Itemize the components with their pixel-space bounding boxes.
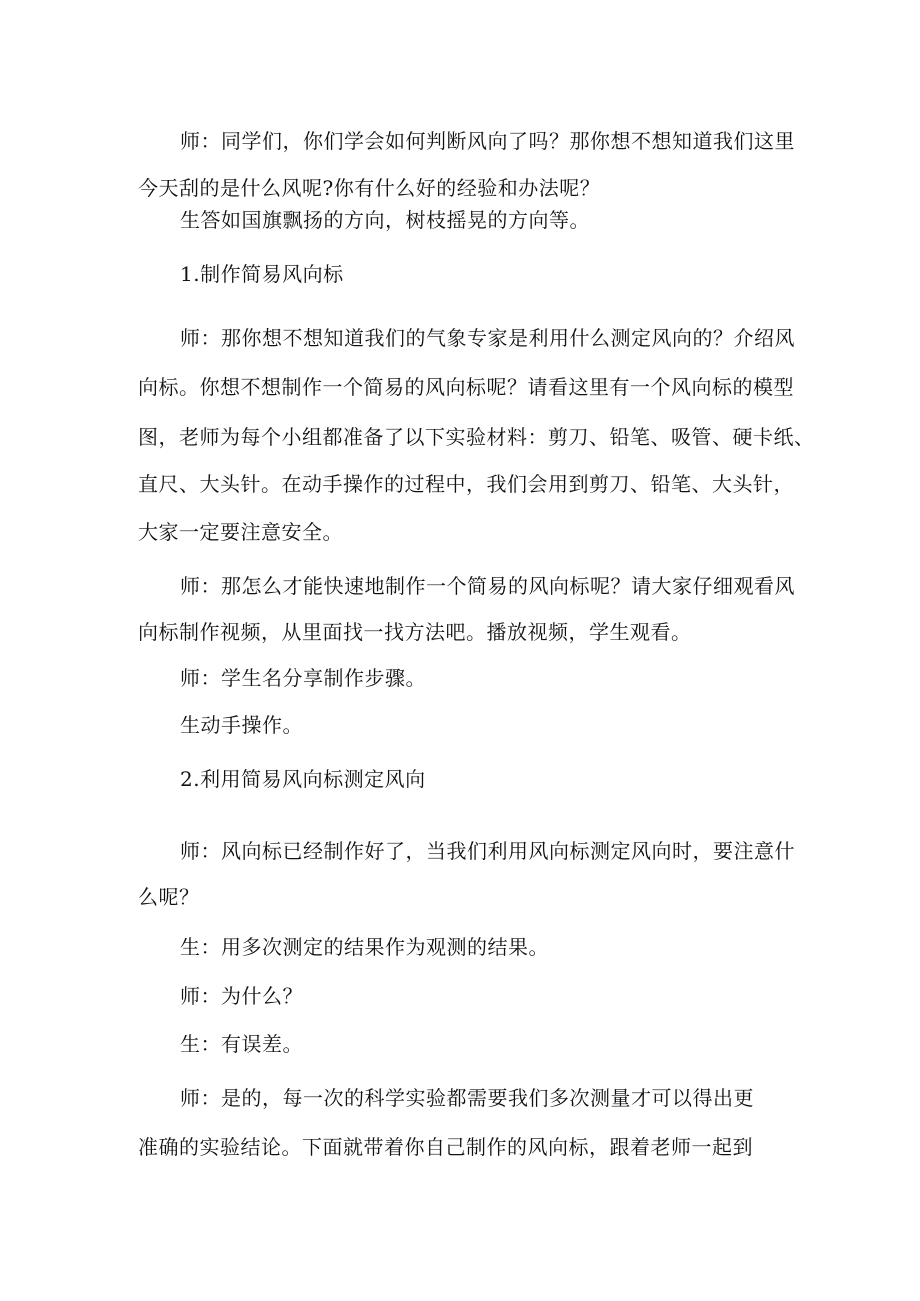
section-heading-1: 1.制作简易风向标 [180,262,344,286]
paragraph-3-line-2: 向标。你想不想制作一个简易的风向标呢？请看这里有一个风向标的模型 [138,375,794,399]
section-heading-2: 2.利用简易风向标测定风向 [180,767,426,791]
paragraph-9-line-1: 师：为什么？ [180,984,303,1008]
paragraph-3-line-5: 大家一定要注意安全。 [138,520,343,544]
paragraph-7-line-2: 么呢？ [138,885,200,909]
paragraph-3-line-4: 直尺、大头针。在动手操作的过程中，我们会用到剪刀、铅笔、大头针， [138,472,794,496]
paragraph-8-line-1: 生：用多次测定的结果作为观测的结果。 [180,935,549,959]
paragraph-10-line-1: 生：有误差。 [180,1032,303,1056]
paragraph-3-line-1: 师：那你想不想知道我们的气象专家是利用什么测定风向的？介绍风 [180,326,795,350]
paragraph-3-line-3: 图，老师为每个小组都准备了以下实验材料：剪刀、铅笔、吸管、硬卡纸、 [138,425,815,449]
paragraph-6-line-1: 生动手操作。 [180,713,303,737]
paragraph-2-line-1: 生答如国旗飘扬的方向，树枝摇晃的方向等。 [180,208,590,232]
paragraph-1-line-1: 师：同学们，你们学会如何判断风向了吗？那你想不想知道我们这里 [180,129,795,153]
paragraph-11-line-1: 师：是的，每一次的科学实验都需要我们多次测量才可以得出更 [180,1086,754,1110]
paragraph-11-line-2: 准确的实验结论。下面就带着你自己制作的风向标，跟着老师一起到 [138,1135,753,1159]
paragraph-4-line-2: 向标制作视频，从里面找一找方法吧。播放视频，学生观看。 [138,620,692,644]
paragraph-5-line-1: 师：学生名分享制作步骤。 [180,666,426,690]
paragraph-1-line-2: 今天刮的是什么风呢?你有什么好的经验和办法呢？ [138,176,601,200]
paragraph-7-line-1: 师：风向标已经制作好了，当我们利用风向标测定风向时，要注意什 [180,839,795,863]
paragraph-4-line-1: 师：那怎么才能快速地制作一个简易的风向标呢？请大家仔细观看风 [180,574,795,598]
